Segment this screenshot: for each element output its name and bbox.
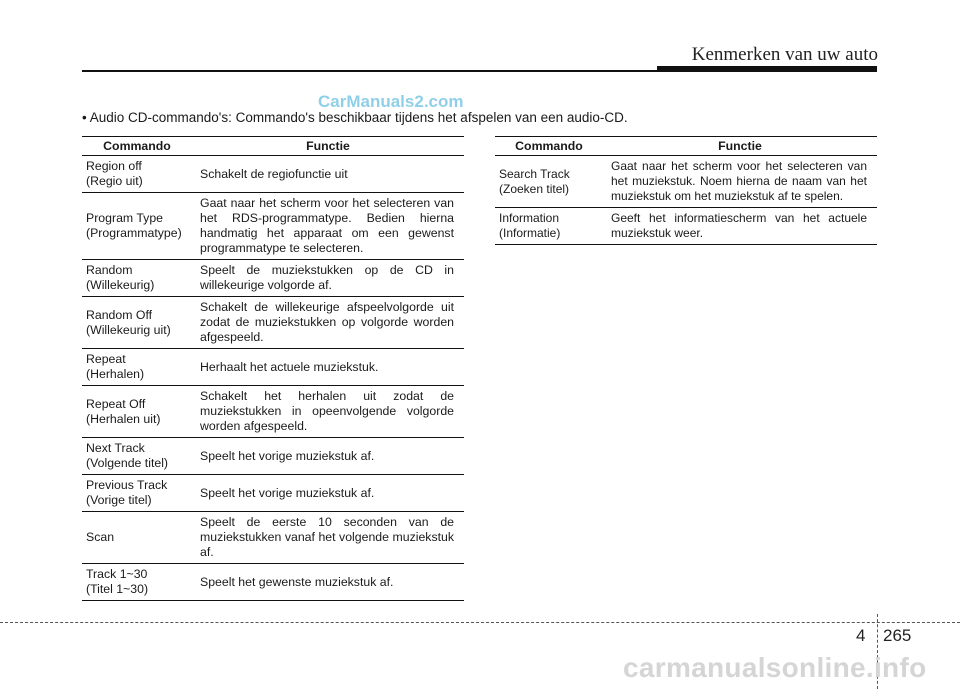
command-cell — [82, 475, 192, 512]
watermark-bottom: carmanualsonline.info — [623, 652, 927, 683]
page-number: 265 — [883, 626, 912, 645]
command-label: (Informatie) — [499, 226, 561, 240]
table-body — [82, 156, 464, 601]
watermark-top: CarManuals2.com — [318, 92, 464, 111]
header-rule-accent — [657, 66, 877, 72]
function-cell: Schakelt de willekeurige afspeelvolgorde uit zodat de muziekstukken op volgorde worden afgespeeld. — [192, 297, 464, 349]
command-label: Scan — [86, 530, 115, 544]
column-header-functie: Functie — [603, 137, 877, 156]
table-row — [495, 156, 877, 208]
audio-cd-command-table — [82, 136, 464, 601]
function-cell: Speelt het gewenste muziekstuk af. — [192, 564, 464, 601]
function-cell: Schakelt het herhalen uit zodat de muziekstukken in opeenvolgende volgorde worden afgespeeld. — [192, 386, 464, 438]
function-cell: Herhaalt het actuele muziekstuk. — [192, 349, 464, 386]
command-label: (Titel 1~30) — [86, 582, 149, 596]
command-label: (Regio uit) — [86, 174, 143, 188]
function-cell: Speelt het vorige muziekstuk af. — [192, 475, 464, 512]
function-cell: Gaat naar het scherm voor het selecteren van het muziekstuk. Noem hierna de naam van het muziekstuk om het muziekstuk af te spelen. — [603, 156, 877, 208]
footer-rule — [0, 622, 960, 623]
command-cell — [495, 208, 603, 245]
command-label: Next Track — [86, 441, 145, 455]
column-header-commando: Commando — [495, 137, 603, 156]
command-label: Search Track — [499, 166, 570, 181]
command-cell — [82, 193, 192, 260]
function-cell: Gaat naar het scherm voor het selecteren van het RDS-programmatype. Bedien hierna handmatig het apparaat om een gewenst programmatype te selecteren. — [192, 193, 464, 260]
command-label: (Herhalen) — [86, 367, 145, 381]
table-row — [82, 297, 464, 349]
command-label: (Herhalen uit) — [86, 411, 161, 426]
table-row — [82, 349, 464, 386]
header-title: Kenmerken van uw auto — [691, 44, 878, 65]
command-cell — [82, 386, 192, 438]
command-label: (Vorige titel) — [86, 493, 152, 507]
command-label: (Willekeurig uit) — [86, 322, 171, 337]
function-cell: Geeft het informatiescherm van het actuele muziekstuk weer. — [603, 208, 877, 245]
command-cell — [82, 564, 192, 601]
column-header-commando: Commando — [82, 137, 192, 156]
table-header-row — [495, 137, 877, 156]
command-label: Track 1~30 — [86, 567, 148, 581]
audio-cd-command-table-continued — [495, 136, 877, 245]
command-label: (Zoeken titel) — [499, 181, 570, 196]
table-row — [82, 564, 464, 601]
command-label: (Programmatype) — [86, 226, 182, 240]
table-row — [82, 193, 464, 260]
command-cell — [495, 156, 603, 208]
command-label: Random Off — [86, 307, 153, 322]
table-header-row — [82, 137, 464, 156]
command-cell — [82, 512, 192, 564]
command-label: (Volgende titel) — [86, 456, 169, 470]
column-header-functie: Functie — [192, 137, 464, 156]
table-row — [82, 386, 464, 438]
command-cell — [82, 438, 192, 475]
function-cell: Speelt de muziekstukken op de CD in willekeurige volgorde af. — [192, 260, 464, 297]
command-cell — [82, 156, 192, 193]
table-row — [495, 208, 877, 245]
function-cell: Schakelt de regiofunctie uit — [192, 156, 464, 193]
command-cell — [82, 260, 192, 297]
command-label: Repeat Off — [86, 396, 146, 411]
command-cell — [82, 297, 192, 349]
command-label: Information — [499, 211, 560, 225]
table-row — [82, 512, 464, 564]
command-label: Program Type — [86, 211, 164, 225]
command-label: (Willekeurig) — [86, 278, 155, 292]
table-row — [82, 438, 464, 475]
command-cell — [82, 349, 192, 386]
function-cell: Speelt het vorige muziekstuk af. — [192, 438, 464, 475]
table-row — [82, 475, 464, 512]
intro-text: • Audio CD-commando's: Commando's beschikbaar tijdens het afspelen van een audio-CD. — [82, 110, 628, 125]
command-label: Random — [86, 263, 133, 277]
table-row — [82, 260, 464, 297]
table-body — [495, 156, 877, 245]
table-row — [82, 156, 464, 193]
command-label: Repeat — [86, 352, 126, 366]
chapter-number: 4 — [856, 626, 866, 645]
function-cell: Speelt de eerste 10 seconden van de muziekstukken vanaf het volgende muziekstuk af. — [192, 512, 464, 564]
command-label: Region off — [86, 159, 142, 173]
command-label: Previous Track — [86, 478, 168, 492]
